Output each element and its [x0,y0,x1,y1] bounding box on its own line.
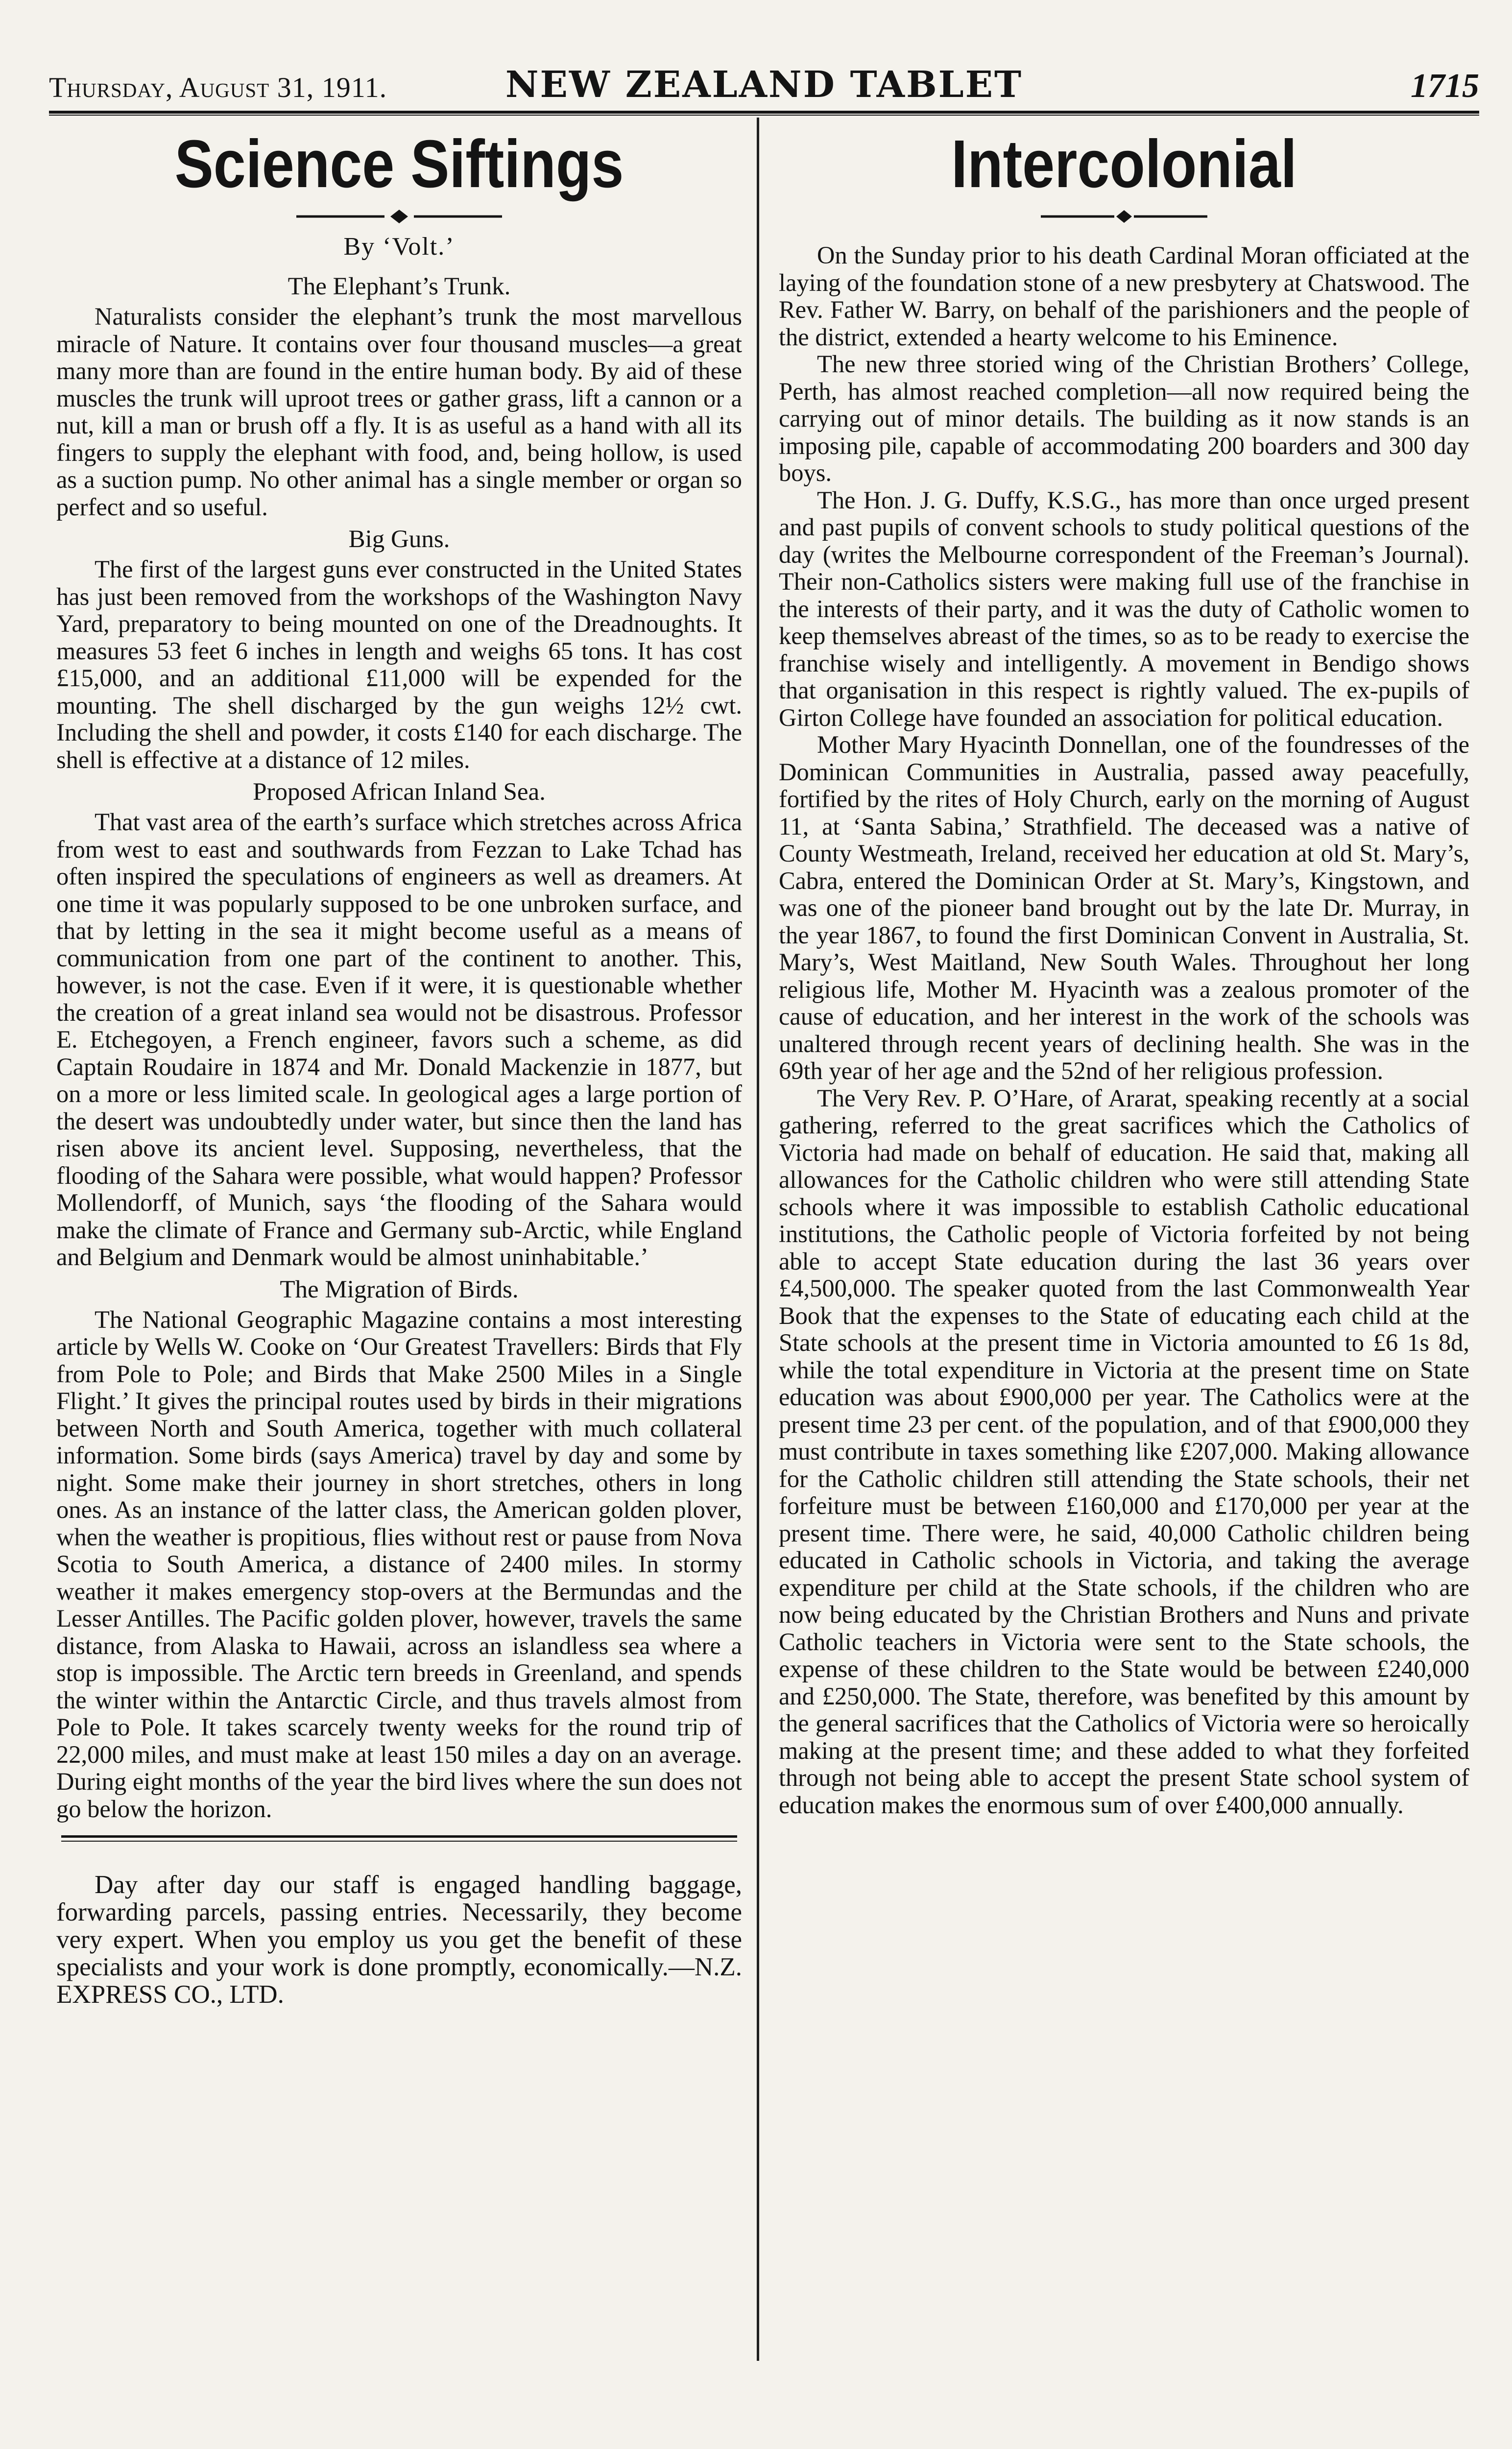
article-paragraph: The first of the largest guns ever constructed in the United States has just been removed from the workshops of the Washington Navy Yard, preparatory to being mounted on one of the Dreadnoughts. It measures 53 feet 6 inches in length and weighs 65 tons. It has cost £15,000, and an additional £11,000 will be expended for the mounting. The shell discharged by the gun weighs 12½ cwt. Including the shell and powder, it costs £140 for each discharge. The shell is effective at a distance of 12 miles. [56,555,742,773]
subhead-migration-of-birds: The Migration of Birds. [280,1275,519,1303]
byline: By ‘Volt.’ [343,233,455,261]
article-paragraph: Naturalists consider the elephant’s trunk the most marvellous miracle of Nature. It contains over four thousand muscles—a great many more than are found in the entire human body. By aid of these muscles the trunk will uproot trees or gather grass, lift a cannon or a nut, kill a man or brush off a fly. It is as useful as a hand with all its fingers to supply the elephant with food, and, being hollow, is used as a suction pump. No other animal has a single member or organ so perfect and so useful. [56,303,742,521]
right-column [779,122,1469,1819]
subhead-elephant-trunk: The Elephant’s Trunk. [288,273,511,300]
article-paragraph: The National Geographic Magazine contains a most interesting article by Wells W. Cooke on ‘Our Greatest Travellers: Birds that Fly from Pole to Pole; and Birds that Make 2500 Miles in a Single Flight.’ It gives the principal routes used by birds in their migrations between North and South America, together with much collateral information. Some birds (says America) travel by day and some by night. Some make their journey in short stretches, others in long ones. As an instance of the latter class, the American golden plover, when the weather is propitious, flies without rest or pause from Nova Scotia to South America, a distance of 2400 miles. In stormy weather it makes emergency stop-overs at the Bermundas and the Lesser Antilles. The Pacific golden plover, however, travels the same distance, from Alaska to Hawaii, across an islandless sea where a stop is impossible. The Arctic tern breeds in Greenland, and spends the winter within the Antarctic Circle, and thus travels almost from Pole to Pole. It takes scarcely twenty weeks for the round trip of 22,000 miles, and must make at least 150 miles a day on an average. During eight months of the year the bird lives where the sun does not go below the horizon. [56,1305,742,1823]
intercolonial-paragraph: On the Sunday prior to his death Cardinal Moran officiated at the laying of the foundation stone of a new presbytery at Chatswood. The Rev. Father W. Barry, on behalf of the parishioners and the people of the district, extended a hearty welcome to his Eminence. [779,241,1469,351]
science-siftings-title: Science Siftings [174,126,624,202]
intercolonial-paragraph: The new three storied wing of the Christian Brothers’ College, Perth, has almost reached completion—all now required being the carrying out of minor details. The building as it now stands is an imposing pile, capable of accommodating 200 boarders and 300 day boys. [779,350,1469,486]
intercolonial-paragraph: The Very Rev. P. O’Hare, of Ararat, speaking recently at a social gathering, referred to the great sacrifices which the Catholics of Victoria had made on behalf of education. He said that, making all allowances for the Catholic children who were still attending State schools where it was impossible to establish Catholic educational institutions, the Catholic people of Victoria forfeited by not being able to accept State education during the last 36 years over £4,500,000. The speaker quoted from the last Commonwealth Year Book that the expenses to the State of educating each child at the State schools at the present time in Victoria amounted to £6 1s 8d, while the total expenditure in Victoria at the present time on State education was about £900,000 per year. The Catholics were at the present time 23 per cent. of the population, and of that £900,000 they must contribute in taxes something like £207,000. Making allowance for the Catholic children still attending the State schools, their net forfeiture must be between £160,000 and £170,000 per year at the present time. There were, he said, 40,000 Catholic children being educated in Catholic schools in Victoria, and taking the average expenditure per child at the State schools, if the children who are now being educated by the Christian Brothers and Nuns and private Catholic teachers in Victoria were sent to the State schools, the expense of these children to the State would be between £240,000 and £250,000. The State, therefore, was benefited by this amount by the general sacrifices that the Catholics of Victoria were so heroically making at the present time; and these added to what they forfeited through not being able to accept the present State school system of education makes the enormous sum of over £400,000 annually. [779,1084,1469,1819]
advert-text: Day after day our staff is engaged handling baggage, forwarding parcels, passing entries. Necessarily, they become very expert. When you employ us you get the benefit of these specialists and your work is done promptly, economically.—N.Z. EXPRESS CO., LTD. [56,1871,742,2009]
diamond-ornament-icon [296,208,502,225]
diamond-ornament-icon [1021,208,1227,225]
page-number: 1715 [1411,67,1479,105]
issue-date: Thursday, August 31, 1911. [49,72,387,103]
intercolonial-paragraph: Mother Mary Hyacinth Donnellan, one of the foundresses of the Dominican Communities in Australia, passed away peacefully, fortified by the rites of Holy Church, early on the morning of August 11, at ‘Santa Sabina,’ Strathfield. The deceased was a native of County Westmeath, Ireland, received her education at old St. Mary’s, Cabra, entered the Dominican Order at St. Mary’s, Kingstown, and was one of the pioneer band brought out by the late Dr. Murray, in the year 1867, to found the first Dominican Convent in Australia, St. Mary’s, West Maitland, New South Wales. Throughout her long religious life, Mother M. Hyacinth was a zealous promoter of the cause of education, and her interest in the work of the schools was unaltered through recent years of declining health. She was in the 69th year of her age and the 52nd of her religious profession. [779,731,1469,1084]
column-divider [757,118,759,2361]
subhead-african-inland-sea: Proposed African Inland Sea. [253,778,546,806]
page-header [49,59,1479,108]
intercolonial-paragraph: The Hon. J. G. Duffy, K.S.G., has more than once urged present and past pupils of convent schools to study political questions of the day (writes the Melbourne correspondent of the Freeman’s Journal). Their non-Catholics sisters were making full use of the franchise in the interests of their party, and it was the duty of Catholic women to keep themselves abreast of the times, so as to be ready to exercise the franchise wisely and intelligently. A movement in Bendigo shows that organisation in this respect is rightly valued. The ex-pupils of Girton College have founded an association for political education. [779,486,1469,731]
left-column [56,122,742,2008]
express-co-advert [56,1871,742,2008]
publication-title: NEW ZEALAND TABLET [505,64,1023,106]
section-rule [61,1835,737,1842]
article-paragraph: That vast area of the earth’s surface which stretches across Africa from west to east and southwards from Fezzan to Lake Tchad has often inspired the speculations of engineers as well as dreamers. At one time it was popularly supposed to be one unbroken surface, and that by letting in the sea it might become useful as a means of communication from one part of the continent to another. This, however, is not the case. Even if it were, it is questionable whether the creation of a great inland sea would not be disastrous. Professor E. Etchegoyen, a French engineer, favors such a scheme, as did Captain Roudaire in 1874 and Mr. Donald Mackenzie in 1877, but on a more or less limited scale. In geological ages a large portion of the desert was undoubtedly under water, but since then the land has risen above its ancient level. Supposing, nevertheless, that the flooding of the Sahara were possible, what would happen? Professor Mollendorff, of Munich, says ‘the flooding of the Sahara would make the climate of France and Germany sub-Arctic, while England and Belgium and Denmark would be almost uninhabitable.’ [56,808,742,1271]
header-rule [49,111,1479,116]
subhead-big-guns: Big Guns. [348,526,450,553]
intercolonial-title: Intercolonial [951,126,1297,202]
